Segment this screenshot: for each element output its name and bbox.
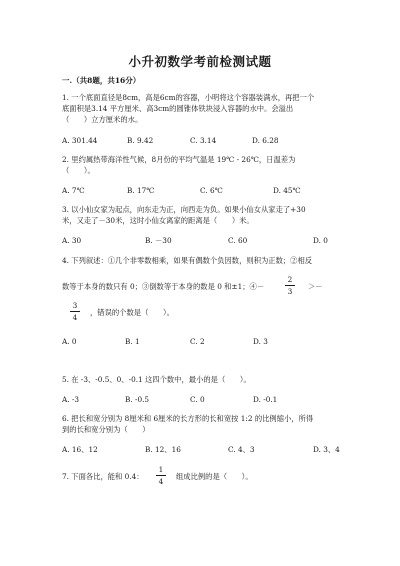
q6-option-b[interactable]: B. 12、16 <box>145 445 181 454</box>
q2-option-a[interactable]: A. 7℃ <box>62 186 85 195</box>
q6-option-d[interactable]: D. 3、4 <box>313 445 340 454</box>
q2-line: 2. 里约属热带海洋性气候，8月份的平均气温是 19℃ - 26℃，日温差为 <box>62 155 296 164</box>
q3-option-c[interactable]: C. 60 <box>228 236 248 245</box>
q3-option-b[interactable]: B. －30 <box>145 236 172 245</box>
q5-option-a[interactable]: A. -3 <box>62 395 80 404</box>
q6-line: 到的长和宽分别为（ ） <box>62 425 150 434</box>
q4-line-after: ＞－ <box>308 282 323 291</box>
section-heading: 一.（共8题，共16分） <box>62 76 141 85</box>
page-title: 小升初数学考前检测试题 <box>128 54 272 69</box>
q2-option-b[interactable]: B. 17℃ <box>127 186 155 195</box>
q6-line: 6. 把长和宽分别为 8厘米和 6厘米的长方形的长和宽按 1:2 的比例缩小，所得 <box>62 414 314 423</box>
q5-option-b[interactable]: B. -0.5 <box>125 395 150 404</box>
q5-option-d[interactable]: D. -0.1 <box>253 395 278 404</box>
q2-line: （ ）。 <box>62 166 95 175</box>
q1-option-a[interactable]: A. 301.44 <box>62 136 98 145</box>
q3-line: 3. 以小仙女家为起点，向东走为正，向西走为负。如果小仙女从家走了+30 <box>62 205 306 214</box>
q4-option-a[interactable]: A. 0 <box>62 337 77 346</box>
q1-option-c[interactable]: C. 3.14 <box>190 136 217 145</box>
q3-option-d[interactable]: D. 0 <box>313 236 328 245</box>
q7-line-after: 组成比例的是（ ）。 <box>176 472 253 481</box>
q1-line: （ ）立方厘米的水。 <box>62 115 143 124</box>
q4-option-d[interactable]: D. 3 <box>253 337 268 346</box>
q4-line: 数等于本身的数只有 0；③倒数等于本身的数是 0 和±1；④－ <box>62 282 265 291</box>
q3-line: 米，又走了－30米，这时小仙女离家的距离是（ ）米。 <box>62 216 254 225</box>
q1-option-b[interactable]: B. 9.42 <box>127 136 154 145</box>
q2-option-d[interactable]: D. 45℃ <box>273 186 301 195</box>
q7-line: 7. 下面各比，能和 0.4： <box>62 472 144 481</box>
q4-line: ，错误的个数是（ ）。 <box>90 308 174 317</box>
q1-option-d[interactable]: D. 6.28 <box>252 136 279 145</box>
q5-line: 5. 在 -3、-0.5、0、-0.1 这四个数中，最小的是（ ）。 <box>62 375 251 384</box>
q3-option-a[interactable]: A. 30 <box>62 236 82 245</box>
q6-option-a[interactable]: A. 16、12 <box>62 445 98 454</box>
q6-option-c[interactable]: C. 4、3 <box>228 445 255 454</box>
q1-line: 底面积是3.14 平方厘米、高3cm的圆锥体铁块浸入容器的水中。会溢出 <box>62 104 294 113</box>
q2-option-c[interactable]: C. 6℃ <box>200 186 223 195</box>
q4-option-b[interactable]: B. 1 <box>125 337 140 346</box>
q4-line: 4. 下列叙述：①几个非零数相乘，如果有偶数个负因数，则积为正数；②相反 <box>62 256 313 265</box>
q4-option-c[interactable]: C. 2 <box>190 337 205 346</box>
q4-fraction-two-thirds: 2 3 <box>285 275 295 296</box>
q5-option-c[interactable]: C. 0 <box>190 395 205 404</box>
q4-fraction-three-quarters: 3 4 <box>70 301 80 322</box>
q7-fraction-one-quarter: 1 4 <box>156 465 166 486</box>
q1-line: 1. 一个底面直径是8cm，高是6cm的容器，小明将这个容器装满水，再把一个 <box>62 93 315 102</box>
